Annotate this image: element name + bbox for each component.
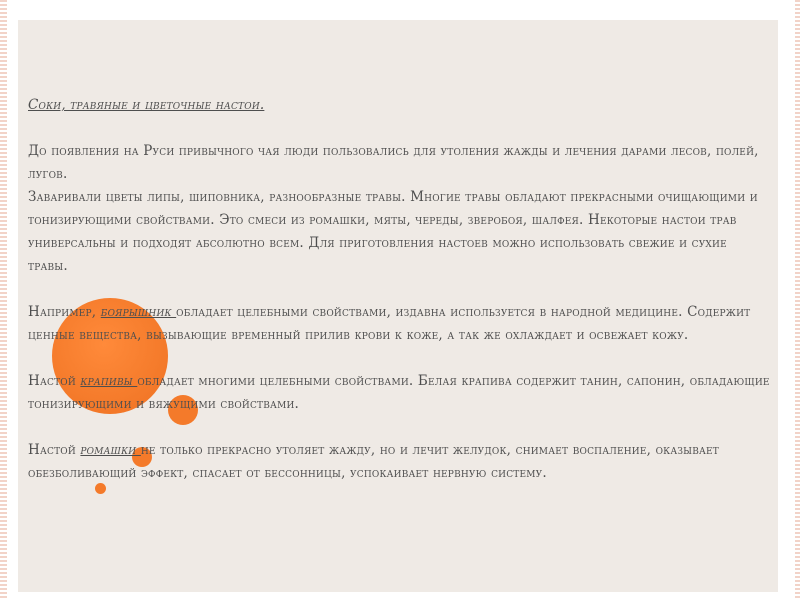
- hawthorn-link[interactable]: боярышник: [100, 304, 177, 320]
- slide-title: Соки, травяные и цветочные настои.: [28, 97, 265, 113]
- nettle-lead: Настой: [28, 373, 81, 389]
- chamomile-paragraph: [28, 439, 770, 485]
- hawthorn-paragraph: [28, 301, 770, 347]
- chamomile-lead: Настой: [28, 442, 81, 458]
- right-border-stripe: [795, 0, 800, 600]
- intro-paragraph: До появления на Руси привычного чая люди пользовались для утоления жажды и лечения дарами лесов, полей, лугов.: [28, 143, 759, 182]
- nettle-link[interactable]: крапивы: [80, 373, 138, 389]
- herbs-paragraph: Заваривали цветы липы, шиповника, разнообразные травы. Многие травы обладают прекрасными очищающими и тонизирующими свойствами. Это смеси из ромашки, мяты, череды, зверобоя, шалфея. Некоторые настои трав универсальны и подходят абсолютно всем. Для приготовления настоев можно использовать свежие и сухие травы.: [28, 189, 758, 274]
- nettle-text: обладает многими целебными свойствами. Белая крапива содержит танин, сапонин, обладающие тонизирующими и вяжущими свойствами.: [28, 373, 770, 412]
- left-border-stripe: [0, 0, 7, 600]
- nettle-paragraph: [28, 370, 770, 416]
- chamomile-text: не только прекрасно утоляет жажду, но и лечит желудок, снимает воспаление, оказывает обезболивающий эффект, спасает от бессонницы, успокаивает нервную систему.: [28, 442, 719, 481]
- hawthorn-lead: Например,: [28, 304, 101, 320]
- chamomile-link[interactable]: ромашки: [80, 442, 141, 458]
- hawthorn-text: обладает целебными свойствами, издавна используется в народной медицине. Содержит ценные вещества, вызывающие временный прилив крови к коже, а так же охлаждает и освежает кожу.: [28, 304, 751, 343]
- slide-content: [28, 94, 770, 485]
